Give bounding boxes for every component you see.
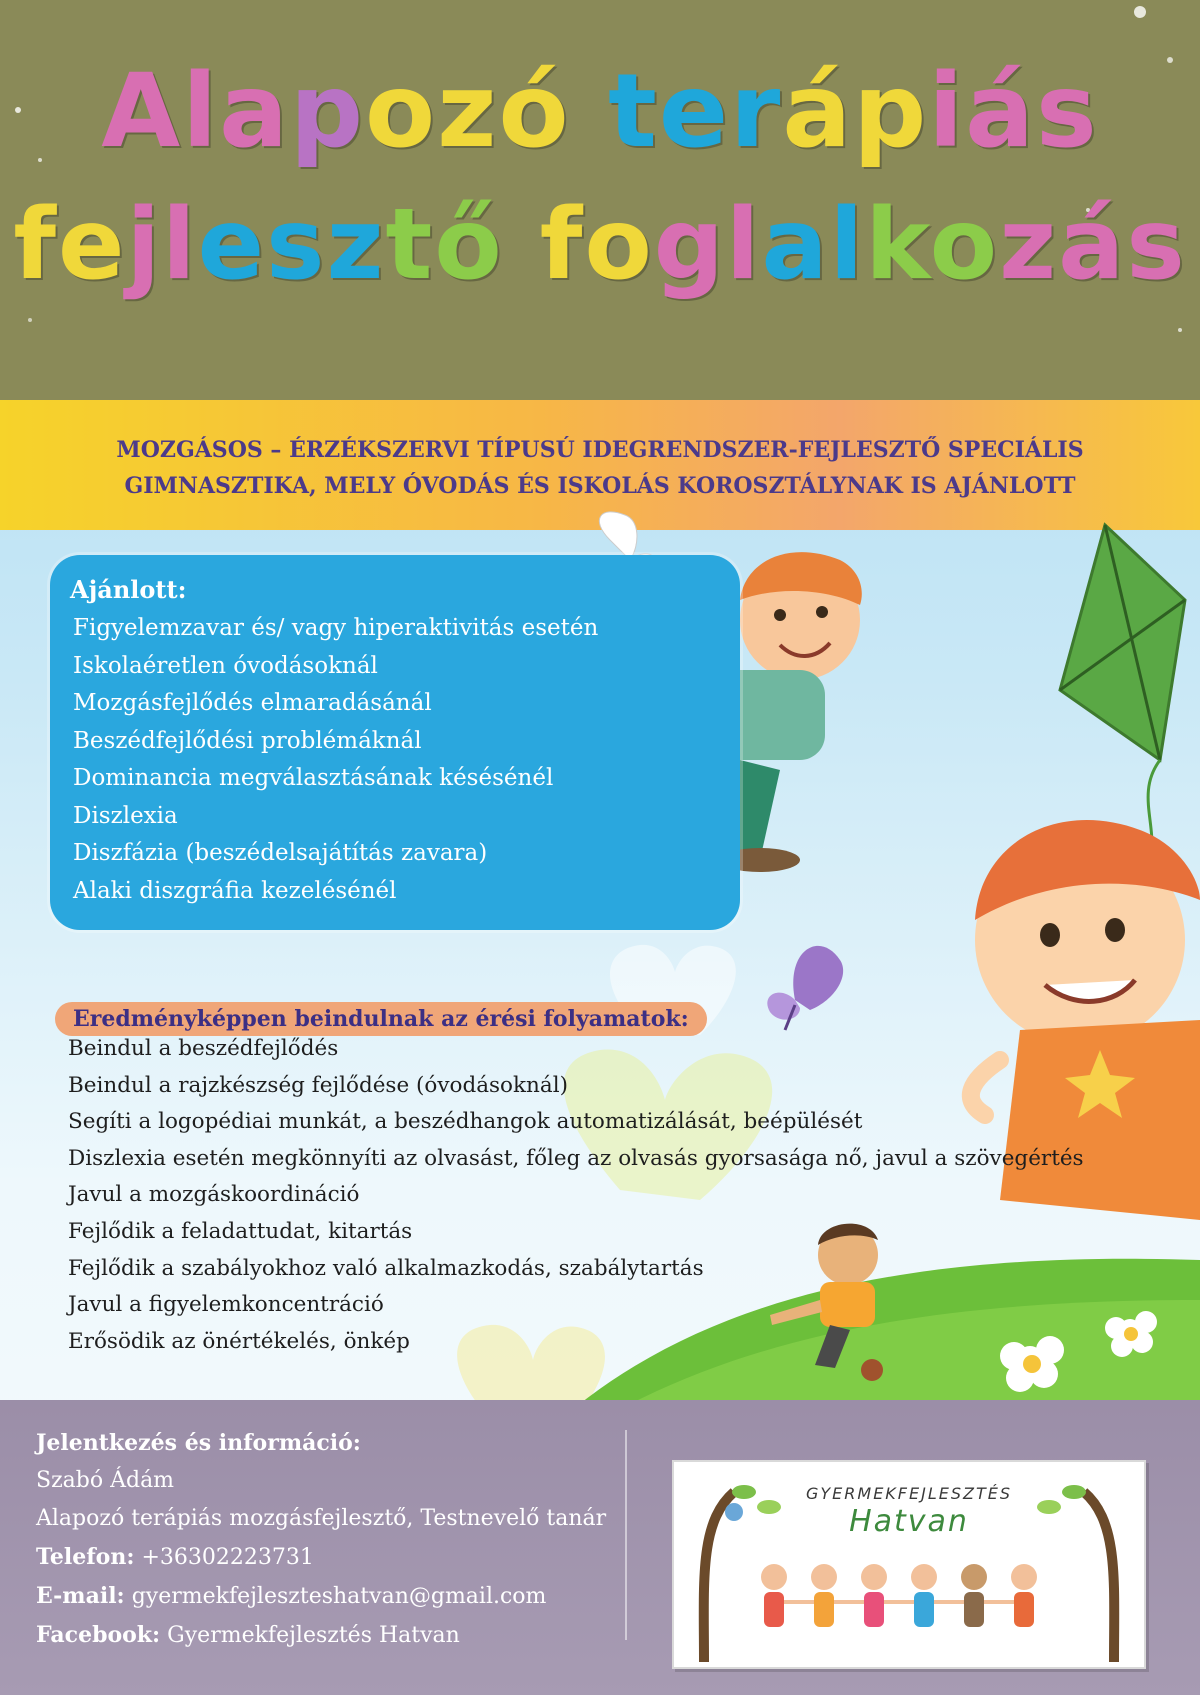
list-item: Figyelemzavar és/ vagy hiperaktivitás esetén [73, 615, 599, 641]
title-letter: e [57, 188, 127, 302]
title-letter: g [653, 188, 726, 302]
title-letter: f [13, 188, 58, 302]
title-letter: ő [434, 188, 504, 302]
title-letter: á [782, 52, 854, 171]
title-letter: a [761, 188, 830, 302]
phone-label: Telefon: [36, 1544, 135, 1570]
title-letter: á [965, 52, 1037, 171]
recommended-list [73, 610, 598, 910]
title-letter: e [197, 188, 267, 302]
list-item: Javul a mozgáskoordináció [68, 1182, 360, 1208]
contact-name: Szabó Ádám [36, 1468, 175, 1493]
email-value[interactable]: gyermekfejleszteshatvan@gmail.com [131, 1584, 547, 1609]
title-letter: f [539, 188, 585, 302]
title-letter: ó [498, 52, 571, 171]
facebook-value[interactable]: Gyermekfejlesztés Hatvan [167, 1623, 460, 1648]
butterfly-purple [767, 946, 843, 1030]
contact-block [36, 1424, 606, 1655]
list-item: Segíti a logopédiai munkát, a beszédhangok automatizálását, beépülését [68, 1109, 863, 1135]
title-letter: r [730, 52, 783, 171]
logo-top-text: GYERMEKFEJLESZTÉS [805, 1484, 1012, 1503]
banner-line-2: GIMNASZTIKA, MELY ÓVODÁS ÉS ISKOLÁS KOROSZTÁLYNAK IS AJÁNLOTT [124, 473, 1076, 499]
list-item: Iskolaéretlen óvodásoknál [73, 652, 378, 679]
list-item: Mozgásfejlődés elmaradásánál [73, 690, 432, 716]
email-label: E-mail: [36, 1583, 125, 1609]
list-item: Javul a figyelemkoncentráció [68, 1292, 384, 1318]
list-item: Dominancia megválasztásának késésénél [73, 765, 554, 791]
title-letter: k [865, 188, 930, 302]
title-letter: s [266, 188, 327, 302]
logo-card [672, 1460, 1146, 1669]
title-letter: e [658, 52, 731, 171]
list-item: Fejlődik a szabályokhoz való alkalmazkodás, szabálytartás [68, 1255, 704, 1281]
results-heading: Eredményképpen beindulnak az érési folyamatok: [55, 1002, 707, 1036]
list-item: Beszédfejlődési problémáknál [73, 727, 422, 754]
contact-facebook-row [36, 1616, 606, 1655]
title-letter: t [608, 52, 659, 171]
list-item: Alaki diszgráfia kezelésénél [73, 877, 397, 904]
results-list [68, 1031, 1084, 1360]
list-item: Diszfázia (beszédelsajátítás zavara) [73, 840, 488, 866]
title-letter: l [829, 188, 866, 302]
contact-email-row [36, 1577, 606, 1616]
title-letter: j [126, 188, 163, 302]
title-letter: l [162, 188, 198, 302]
contact-role: Alapozó terápiás mozgásfejlesztő, Testnevelő tanár [36, 1506, 607, 1531]
title-letter: i [928, 52, 966, 171]
list-item: Erősödik az önértékelés, önkép [68, 1328, 410, 1354]
title-letter: a [219, 52, 291, 171]
title-letter: l [725, 188, 762, 302]
contact-divider [625, 1430, 627, 1640]
recommended-heading: Ajánlott: [70, 575, 187, 604]
children-row [761, 1564, 1037, 1627]
title-letter: p [853, 52, 929, 171]
title-letter: o [929, 188, 1000, 302]
title-letter: á [1058, 188, 1127, 302]
title-letter: z [999, 188, 1059, 302]
list-item: Diszlexia esetén megkönnyíti az olvasást, főleg az olvasás gyorsasága nő, javul a szövegértés [68, 1145, 1084, 1171]
title-letter: o [584, 188, 654, 302]
list-item: Fejlődik a feladattudat, kitartás [68, 1218, 413, 1244]
contact-phone-row [36, 1538, 606, 1577]
list-item: Diszlexia [73, 802, 178, 829]
list-item: Beindul a rajzkészség fejlődése (óvodásoknál) [68, 1072, 568, 1098]
banner-line-1: MOZGÁSOS – ÉRZÉKSZERVI TÍPUSÚ IDEGRENDSZER-FEJLESZTŐ SPECIÁLIS [116, 437, 1084, 463]
logo-main-text: Hatvan [849, 1504, 969, 1539]
title-letter: o [365, 52, 438, 171]
title-letter: t [385, 188, 435, 302]
title-letter: z [326, 188, 386, 302]
title-letter: p [290, 52, 366, 171]
facebook-label: Facebook: [36, 1622, 161, 1648]
list-item: Beindul a beszédfejlődés [68, 1036, 339, 1061]
phone-value[interactable]: +36302223731 [141, 1545, 314, 1570]
title-letter: A [101, 52, 183, 171]
title-letter: l [182, 52, 220, 171]
title-letter: s [1036, 52, 1099, 171]
contact-heading: Jelentkezés és információ: [36, 1430, 361, 1456]
title-letter: s [1126, 188, 1187, 302]
title-letter: z [437, 52, 499, 171]
